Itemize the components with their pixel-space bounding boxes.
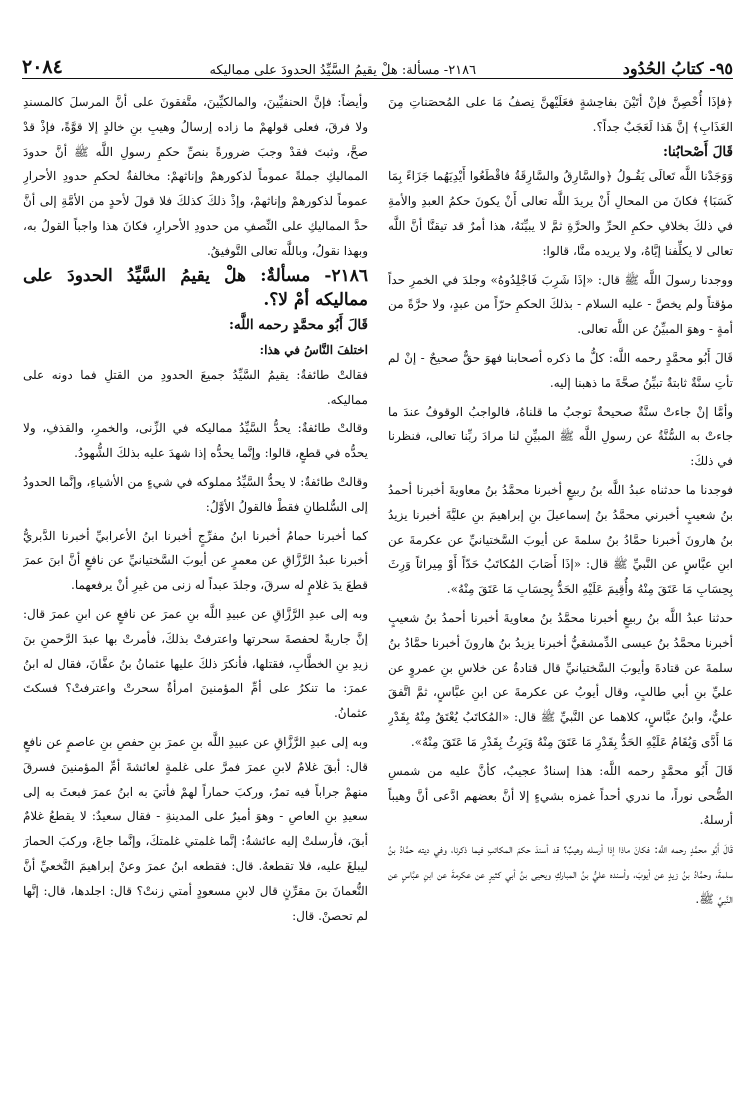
paragraph: وأيضاً: فإنَّ الحنفيِّينَ، والمالكيِّينَ، متَّفقونَ على أنَّ المرسلَ كالمسندِ ولا فرقَ، فعلى قولهمْ ما زاده إرسالُ وهيبِ بنِ خالدٍ إلا قوَّةً، فإذْ قدْ صحَّ، وثبتَ فقدْ وجبَ ضرورةً بنصِّ حكمِ رسولِ اللَّه ﷺ أنَّ حدودَ المماليكِ جملةً عموماً لذكورهمْ وإناثهمْ: مخالفةٌ لحكمِ حدودِ الأحرارِ عموماً لذكورهمْ وإناثهمْ، وإذْ ذلكَ كذلكَ فلا قولَ لأحدٍ من الأمَّةِ إلى أنَّ حدَّ المماليكِ على النِّصفِ من حدودِ الأحرارِ، فكانَ هذا واجباً القولُ به، وبهذا نقولُ، وباللَّه تعالى التَّوفيقُ. — [23, 95, 368, 258]
text-columns — [22, 90, 733, 1090]
paragraph: قَالَ أَبُو محمَّدٍ رحمه اللَّه: — [229, 317, 368, 334]
paragraph: كما أخبرنا حمامُ أخبرنا ابنُ مفرِّجٍ أخبرنا ابنُ الأعرابيِّ أخبرنا الدَّبريُّ أخبرنا عبدُ الرَّزَّاقِ عن معمرٍ عن أيوبَ السَّختيانيِّ عن نافعٍ أنَّ ابنَ عمرَ قطعَ يدَ غلامٍ له سرقَ، وجلدَ عبداً له زنى من غيرِ أنْ يرفعهما. — [23, 528, 368, 593]
paragraph: قَالَ أَبُو محمَّدٍ رحمه اللَّه: فكانَ ماذا إذا أرسله وهيبٌ؟ قد أسندَ حكمَ المكاتبِ فيما ذكرنا، وفي ديته حمَّادُ بنُ سلمةَ، وحمَّادُ بنُ زيدٍ عن أيوبَ، وأسنده عليُّ بنُ المباركِ ويحيى بنُ أبي كثيرٍ عن عكرمةَ عن ابنِ عبَّاسٍ عن النَّبيِّ ﷺ. — [388, 842, 733, 906]
paragraph: وقالتْ طائفةٌ: يحدُّ السَّيِّدُ مماليكه في الزِّنى، والخمرِ، والقذفِ، ولا يحدُّه في قطعٍ، قالوا: وإنَّما يحدُّه إذا شهدَ عليه بذلكَ الشُّهودُ. — [23, 421, 368, 461]
paragraph: وبه إلى عبدِ الرَّزَّاقِ عن عبيدِ اللَّه بنِ عمرَ عن نافعٍ عن ابنِ عمرَ قال: إنَّ جاريةً لحفصةَ سحرتها واعترفتْ بذلكَ، فأمرتْ بها عبدَ الرَّحمنِ بنَ زيدِ بنِ الخطَّابِ، فقتلها، فأنكرَ ذلكَ عليها عثمانُ بنُ عفَّانَ، فقال له ابنُ عمرَ: ما تنكرُ على أمِّ المؤمنينَ امرأةٌ سحرتْ واعترفتْ؟ فسكتَ عثمانُ. — [23, 606, 368, 721]
paragraph: فقالتْ طائفةٌ: يقيمُ السَّيِّدُ جميعَ الحدودِ من القتلِ فما دونه على مماليكه. — [23, 367, 368, 407]
paragraph: قَالَ أَصْحابُنا: — [662, 143, 733, 160]
left-column — [23, 90, 368, 1090]
paragraph: ﴿فإذَا أُحْصِنَّ فإنْ أتَيْنَ بفاحِشةٍ فعَلَيْهنَّ نِصفُ مَا على المُحصَناتِ مِنَ العَذَابِ﴾ إنَّ هَذا لَعَجَبٌ جداً؟. — [388, 95, 733, 134]
paragraph: فوجدنا ما حدثناه عبدُ اللَّه بنُ ربيعٍ أخبرنا محمَّدُ بنُ معاويةَ أخبرنا أحمدُ بنُ شعيبٍ أخبرني محمَّدُ بنُ إسماعيلَ بنِ إبراهيمَ بنِ عليَّةَ أخبرنا يزيدُ بنُ هارونَ أخبرنا حمَّادُ بنُ سلمةَ عن أيوبَ السَّختيانيِّ عن عكرمةَ عن ابنِ عبَّاسٍ عن النَّبيِّ ﷺ قال: «إذَا أَصَابَ المُكاتَبُ حَدّاً أَوْ مِيراثاً وَرِثَ بِحِسَابِ مَا عَتَقَ مِنْهُ وأُقِيمَ عَلَيْهِ الحَدُّ بِحِسَابِ مَا عَتَقَ مِنْهُ». — [388, 482, 733, 597]
paragraph: ٢١٨٦- مسألةٌ: هلْ يقيمُ السَّيِّدُ الحدودَ على مماليكه أمْ لا؟. — [23, 265, 368, 311]
paragraph: ووجدنا رسولَ اللَّه ﷺ قال: «إذَا شَرِبَ فَاجْلِدُوهُ» وجلدَ في الخمرِ حداً مؤقتاً ولم يخصَّ - عليه السلام - بذلكَ الحكمِ حرّاً من عبدٍ، ولا حرَّةً من أمةٍ - وهوَ المبيِّنُ عن اللَّه تعالى. — [388, 272, 733, 337]
paragraph: اختلفَ النَّاسُ في هذا: — [259, 342, 368, 357]
right-column — [388, 90, 733, 1090]
chapter-title: ٩٥- كتابُ الحُدُود — [622, 59, 733, 78]
page-number: ٢٠٨٤ — [22, 56, 63, 78]
paragraph: وأمَّا إنْ جاءتْ سنَّةٌ صحيحةٌ توجبُ ما قلناهُ، فالواجبُ الوقوفُ عندَ ما جاءتْ به السُّنَّةُ عن رسولِ اللَّه ﷺ المبيِّنِ لنا مرادَ ربِّنا تعالى، فنظرنا في ذلكَ: — [388, 404, 733, 469]
paragraph: قَالَ أَبُو محمَّدٍ رحمه اللَّه: هذا إسنادٌ عجيبٌ، كأنَّ عليه من شمسِ الضُّحى نوراً، ما ندري أحداً غمزه بشيءٍ إلا أنَّ بعضهم ادَّعى أنَّ وهيباً أرسلهُ. — [388, 763, 733, 828]
page-header — [22, 50, 733, 79]
paragraph: حدثنا عبدُ اللَّه بنُ ربيعٍ أخبرنا محمَّدُ بنُ معاويةَ أخبرنا أحمدُ بنُ شعيبٍ أخبرنا محمَّدُ بنُ عيسى الدِّمشقيُّ أخبرنا يزيدُ بنُ هارونَ أخبرنا حمَّادُ بنُ سلمةَ عن قتادةَ وأيوبَ السَّختيانيِّ قال قتادةُ عن خلاسِ بنِ عمروٍ عن عليِّ بنِ أبي طالبٍ، وقال أيوبُ عن عكرمةَ عن ابنِ عبَّاسٍ، ثمَّ اتَّفقَ عليٌّ، وابنُ عبَّاسٍ، كلاهما عن النَّبيِّ ﷺ قال: «المُكاتَبُ يُعْتَقُ مِنْهُ بِقَدْرِ مَا أَدَّى وَيُقَامُ عَلَيْهِ الحَدُّ بِقَدْرِ مَا عَتَقَ مِنْهُ وَيَرِثُ بِقَدْرِ مَا عَتَقَ مِنْهُ». — [388, 610, 733, 749]
paragraph: وَوَجَدْنا اللَّه تَعالَى يَقُـولُ ﴿والسَّارِقُ والسَّارِقَةُ فاقْطَعُوا أَيْدِيَهُما جَزَاءً بِمَا كَسَبَا﴾ فكانَ من المحالِ أَنْ يريدَ اللَّه تعالى أَنْ يكونَ حكمُ العبدِ والأمةِ في ذلكَ بخلافِ حكمِ الحرِّ والحرَّةِ ثمَّ لا يبيِّنَهُ، هذا أمرٌ قد تيقنَّا أنَّ اللَّه تعالى لا يكلِّفنا إيَّاهُ، ولا يريده منَّا، قالوا: — [388, 169, 733, 258]
paragraph: وقالتْ طائفةٌ: لا يحدُّ السَّيِّدُ مملوكه في شيءٍ من الأشياءِ، وإنَّما الحدودُ إلى السُّلطانِ فقطْ فالقولُ الأوَّلُ: — [23, 474, 368, 514]
running-title: ٢١٨٦- مسألة: هلْ يقيمُ السَّيِّدُ الحدودَ على مماليكه — [209, 63, 477, 78]
paragraph: قَالَ أَبُو محمَّدٍ رحمه اللَّه: كلُّ ما ذكره أصحابنا فهوَ حقٌّ صحيحٌ - إنْ لم تأتِ سنَّةٌ ثابتةٌ تبيِّنُ صحَّةَ ما ذهبنا إليه. — [388, 350, 733, 390]
paragraph: وبه إلى عبدِ الرَّزَّاقِ عن عبيدِ اللَّه بنِ عمرَ بنِ حفصِ بنِ عاصمٍ عن نافعٍ قال: أبقَ غلامٌ لابنِ عمرَ فمرَّ على غلمةٍ لعائشةَ أمِّ المؤمنينَ فسرقَ منهمْ جراباً فيه تمرٌ، وركبَ حماراً لهمْ فأتيَ به ابنُ عمرَ فبعثَ به إلى سعيدِ بنِ العاصِ - وهوَ أميرٌ على المدينةِ - فقال سعيدٌ: لا يقطعُ غلامٌ أبقَ، فأرسلتْ إليه عائشةُ: إنَّما غلمتي غلمتكَ، وإنَّما جاعَ، وركبَ الحمارَ ليبلغَ عليه، فلا تقطعهُ. قال: فقطعه ابنُ عمرَ وعنْ إبراهيمَ النَّخعيِّ أنَّ النُّعمانَ بنَ مقرِّنٍ قال لابنِ مسعودٍ أمتي زنتْ؟ قال: اجلدها، قال: إنَّها لم تحصنْ. قال: — [23, 734, 368, 923]
